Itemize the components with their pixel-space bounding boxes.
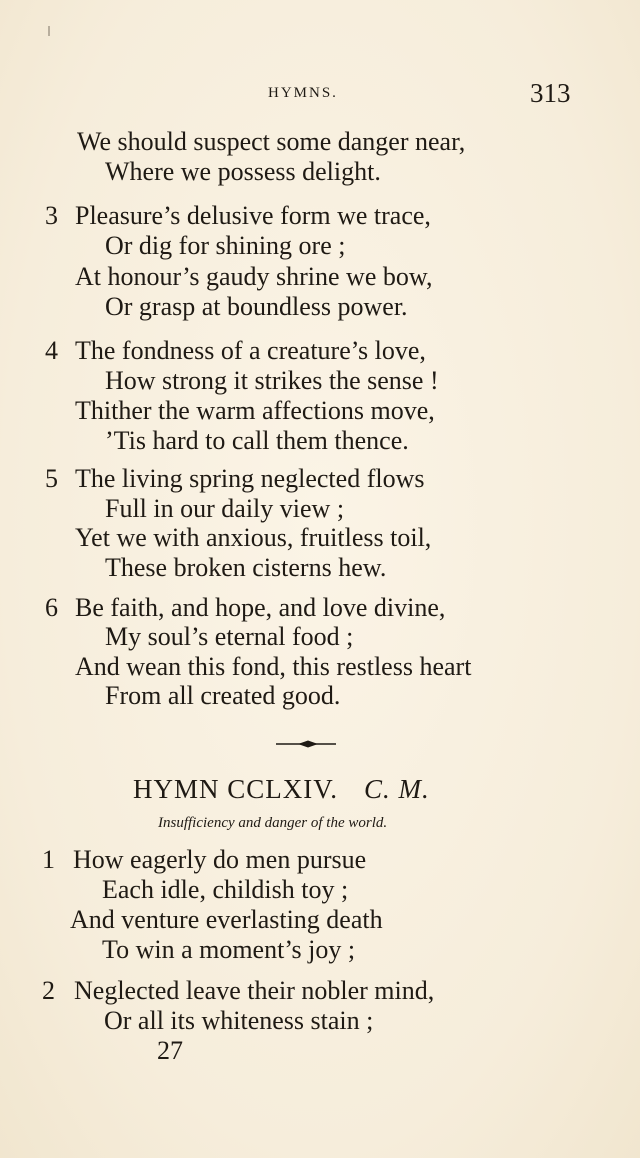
stanza-number: 2 [42, 976, 55, 1005]
stanza-number: 5 [45, 464, 58, 493]
page-number: 313 [530, 78, 571, 108]
verse-line: To win a moment’s joy ; [102, 935, 356, 964]
verse-line: Where we possess delight. [105, 157, 381, 186]
running-head [0, 80, 640, 110]
verse-line: From all created good. [105, 681, 341, 710]
verse-line: We should suspect some danger near, [77, 127, 466, 156]
stanza-number: 3 [45, 201, 58, 230]
paper-speck [48, 26, 50, 36]
verse-line: My soul’s eternal food ; [105, 622, 354, 651]
hymn-heading [133, 774, 430, 805]
verse-line: How eagerly do men pursue [73, 845, 367, 874]
verse-line: At honour’s gaudy shrine we bow, [75, 262, 433, 291]
verse-line: These broken cisterns hew. [105, 553, 387, 582]
verse-line: And venture everlasting death [70, 905, 383, 934]
verse-line: Pleasure’s delusive form we trace, [75, 201, 431, 230]
stanza-number: 4 [45, 336, 58, 365]
verse-line: Neglected leave their nobler mind, [74, 976, 435, 1005]
verse-line: Yet we with anxious, fruitless toil, [75, 523, 432, 552]
verse-line: Or grasp at boundless power. [105, 292, 408, 321]
verse-line: How strong it strikes the sense ! [105, 366, 439, 395]
running-title: HYMNS. [268, 85, 338, 101]
verse-line: The fondness of a creature’s love, [75, 336, 426, 365]
stanza-number: 1 [42, 845, 55, 874]
verse-line: Thither the warm affections move, [75, 396, 435, 425]
verse-line: ’Tis hard to call them thence. [105, 426, 409, 455]
ornament-divider [276, 738, 336, 750]
stanza-number: 6 [45, 593, 58, 622]
verse-line: Full in our daily view ; [105, 494, 345, 523]
verse-line: The living spring neglected flows [75, 464, 425, 493]
verse-line: And wean this fond, this restless heart [75, 652, 472, 681]
hymn-subtitle: Insufficiency and danger of the world. [158, 815, 388, 831]
signature-mark: 27 [157, 1036, 183, 1065]
verse-line: Each idle, childish toy ; [102, 875, 349, 904]
verse-line: Or all its whiteness stain ; [104, 1006, 374, 1035]
hymn-meter: C. M. [364, 774, 430, 804]
hymn-title: HYMN CCLXIV. [133, 774, 339, 804]
verse-line: Or dig for shining ore ; [105, 231, 346, 260]
verse-line: Be faith, and hope, and love divine, [75, 593, 446, 622]
